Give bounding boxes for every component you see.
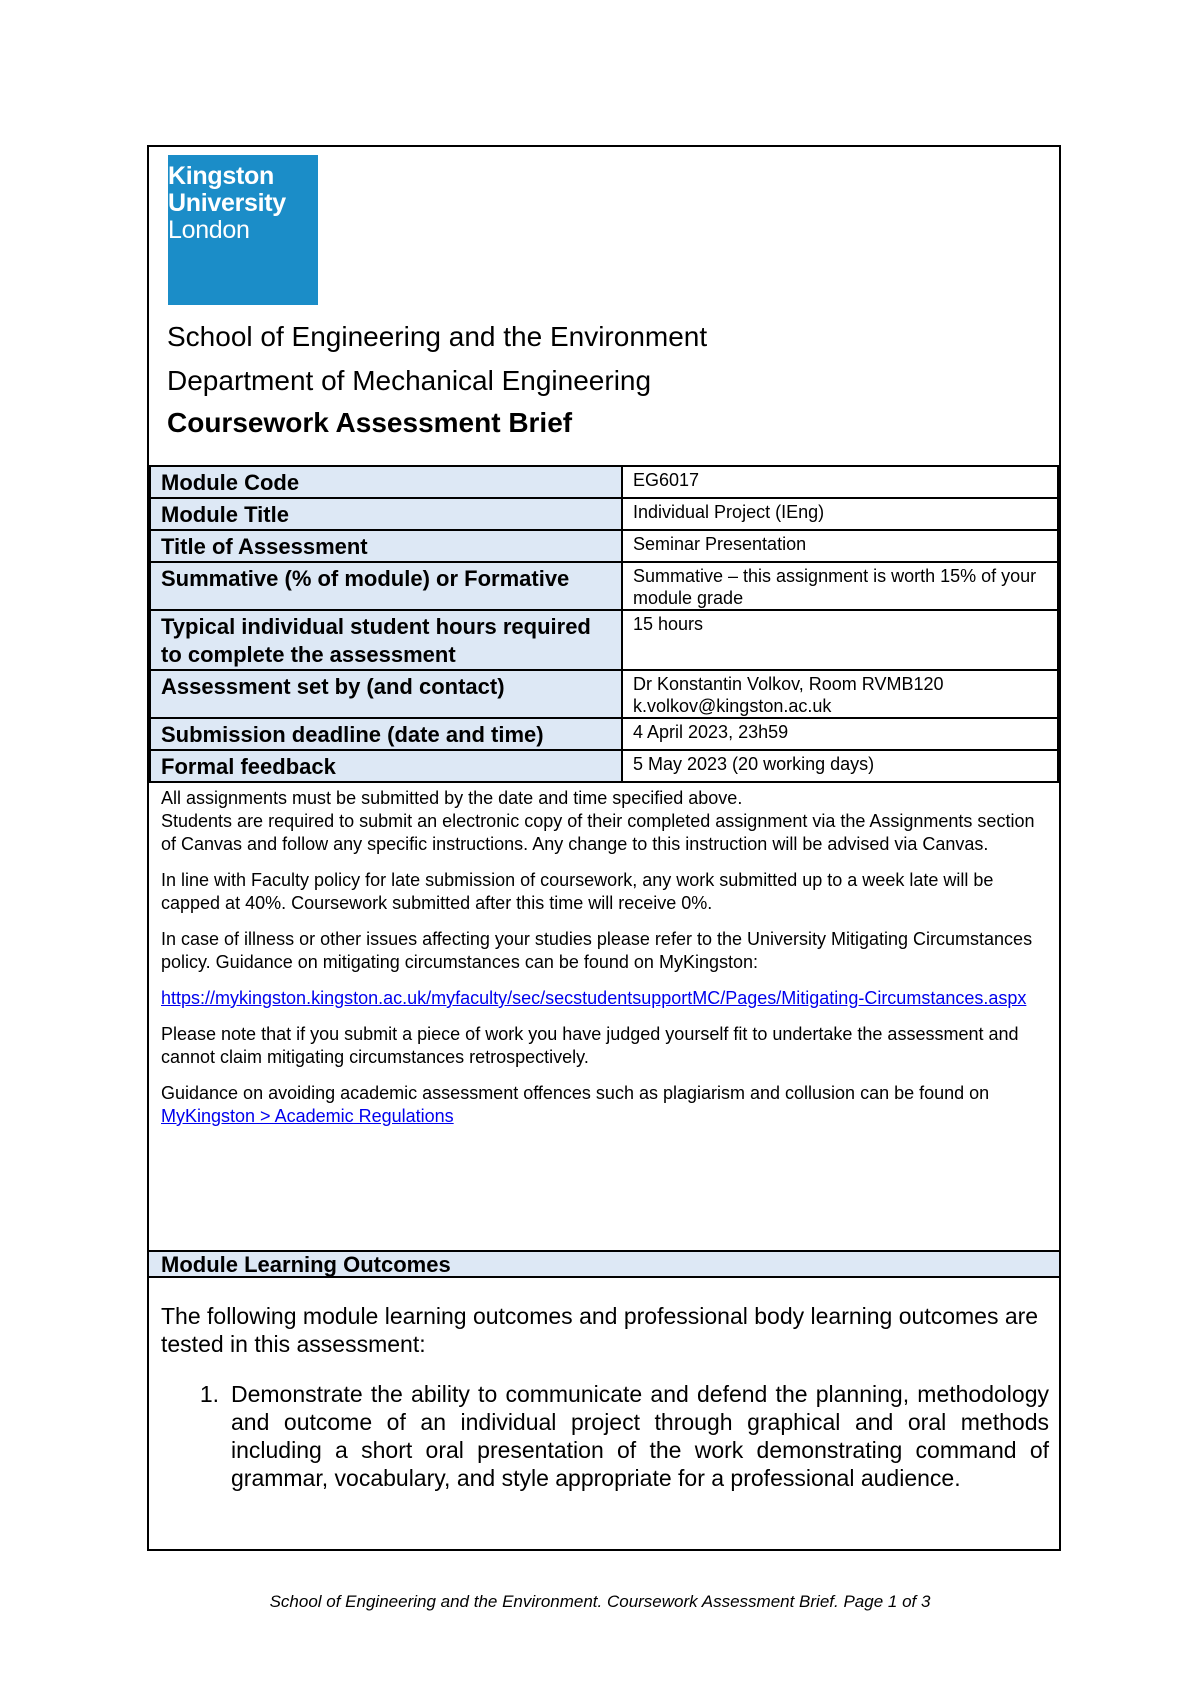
table-row: [150, 718, 1058, 750]
row-label: Title of Assessment: [150, 530, 622, 562]
row-label: Summative (% of module) or Formative: [150, 562, 622, 610]
table-row: [150, 498, 1058, 530]
mitigating-paragraph: In case of illness or other issues affecting your studies please refer to the University Mitigating Circumstances policy. Guidance on mitigating circumstances can be found on MyKingston:: [161, 929, 1033, 972]
list-item-number: 1.: [199, 1381, 219, 1407]
row-value: EG6017: [622, 466, 1058, 498]
learning-outcomes-intro: The following module learning outcomes and professional body learning outcomes are tested in this assessment:: [161, 1303, 1039, 1357]
mitigating-link-paragraph: [161, 987, 1046, 1010]
fit-to-sit-paragraph: Please note that if you submit a piece of work you have judged yourself fit to undertake the assessment and cannot claim mitigating circumstances retrospectively.: [161, 1024, 1019, 1067]
row-value: Summative – this assignment is worth 15% of your module grade: [622, 562, 1058, 610]
contact-name: Dr Konstantin Volkov, Room RVMB120: [633, 674, 944, 694]
late-policy-paragraph: In line with Faculty policy for late submission of coursework, any work submitted up to a week late will be capped at 40%. Coursework submitted after this time will receive 0%.: [161, 870, 994, 913]
learning-outcomes-heading: Module Learning Outcomes: [149, 1250, 1059, 1278]
table-row: [150, 670, 1058, 718]
row-label: Submission deadline (date and time): [150, 718, 622, 750]
brief-frame: [147, 145, 1061, 1551]
instructions-line: Students are required to submit an electronic copy of their completed assignment via the Assignments section of Canvas and follow any specific instructions. Any change to this instruction will be advised via Canvas.: [161, 811, 1035, 854]
academic-regulations-link[interactable]: MyKingston > Academic Regulations: [161, 1106, 454, 1126]
row-value: 15 hours: [622, 610, 1058, 670]
module-info-table: [149, 465, 1059, 783]
list-item-text: Demonstrate the ability to communicate and defend the planning, methodology and outcome of an individual project through graphical and oral methods including a short oral presentation of the work demonstrating command of grammar, vocabulary, and style appropriate for a professional audience.: [231, 1381, 1049, 1491]
row-value: 4 April 2023, 23h59: [622, 718, 1058, 750]
offences-text: Guidance on avoiding academic assessment offences such as plagiarism and collusion can be found on: [161, 1083, 990, 1103]
logo-line-1: Kingston: [168, 162, 274, 190]
row-label: Module Title: [150, 498, 622, 530]
table-row: [150, 750, 1058, 782]
department-name: Department of Mechanical Engineering: [167, 365, 652, 396]
school-heading: [167, 315, 707, 403]
learning-outcomes-list: [179, 1380, 1049, 1492]
logo-line-2: University: [168, 189, 286, 217]
row-value: Seminar Presentation: [622, 530, 1058, 562]
row-label: Typical individual student hours required to complete the assessment: [150, 610, 622, 670]
table-row: [150, 610, 1058, 670]
mitigating-circumstances-link[interactable]: https://mykingston.kingston.ac.uk/myfaculty/sec/secstudentsupportMC/Pages/Mitigating-Circumstances.aspx: [161, 988, 1027, 1008]
row-label: Formal feedback: [150, 750, 622, 782]
instructions-paragraph: [161, 787, 1046, 856]
page-title: Coursework Assessment Brief: [167, 407, 573, 438]
logo-line-3: London: [168, 216, 250, 244]
submission-instructions: [161, 787, 1046, 1141]
table-row: [150, 562, 1058, 610]
school-name: School of Engineering and the Environment: [167, 321, 708, 352]
kingston-logo: [168, 155, 318, 305]
offences-paragraph: [161, 1082, 1046, 1128]
instructions-line: All assignments must be submitted by the date and time specified above.: [161, 788, 743, 808]
row-value: [622, 670, 1058, 718]
row-value: Individual Project (IEng): [622, 498, 1058, 530]
page-footer: School of Engineering and the Environment. Coursework Assessment Brief. Page 1 of 3: [269, 1592, 931, 1611]
row-label: Module Code: [150, 466, 622, 498]
row-label: Assessment set by (and contact): [150, 670, 622, 718]
contact-email: k.volkov@kingston.ac.uk: [633, 696, 832, 716]
list-item: [179, 1380, 1049, 1492]
table-row: [150, 530, 1058, 562]
table-row: [150, 466, 1058, 498]
row-value: 5 May 2023 (20 working days): [622, 750, 1058, 782]
